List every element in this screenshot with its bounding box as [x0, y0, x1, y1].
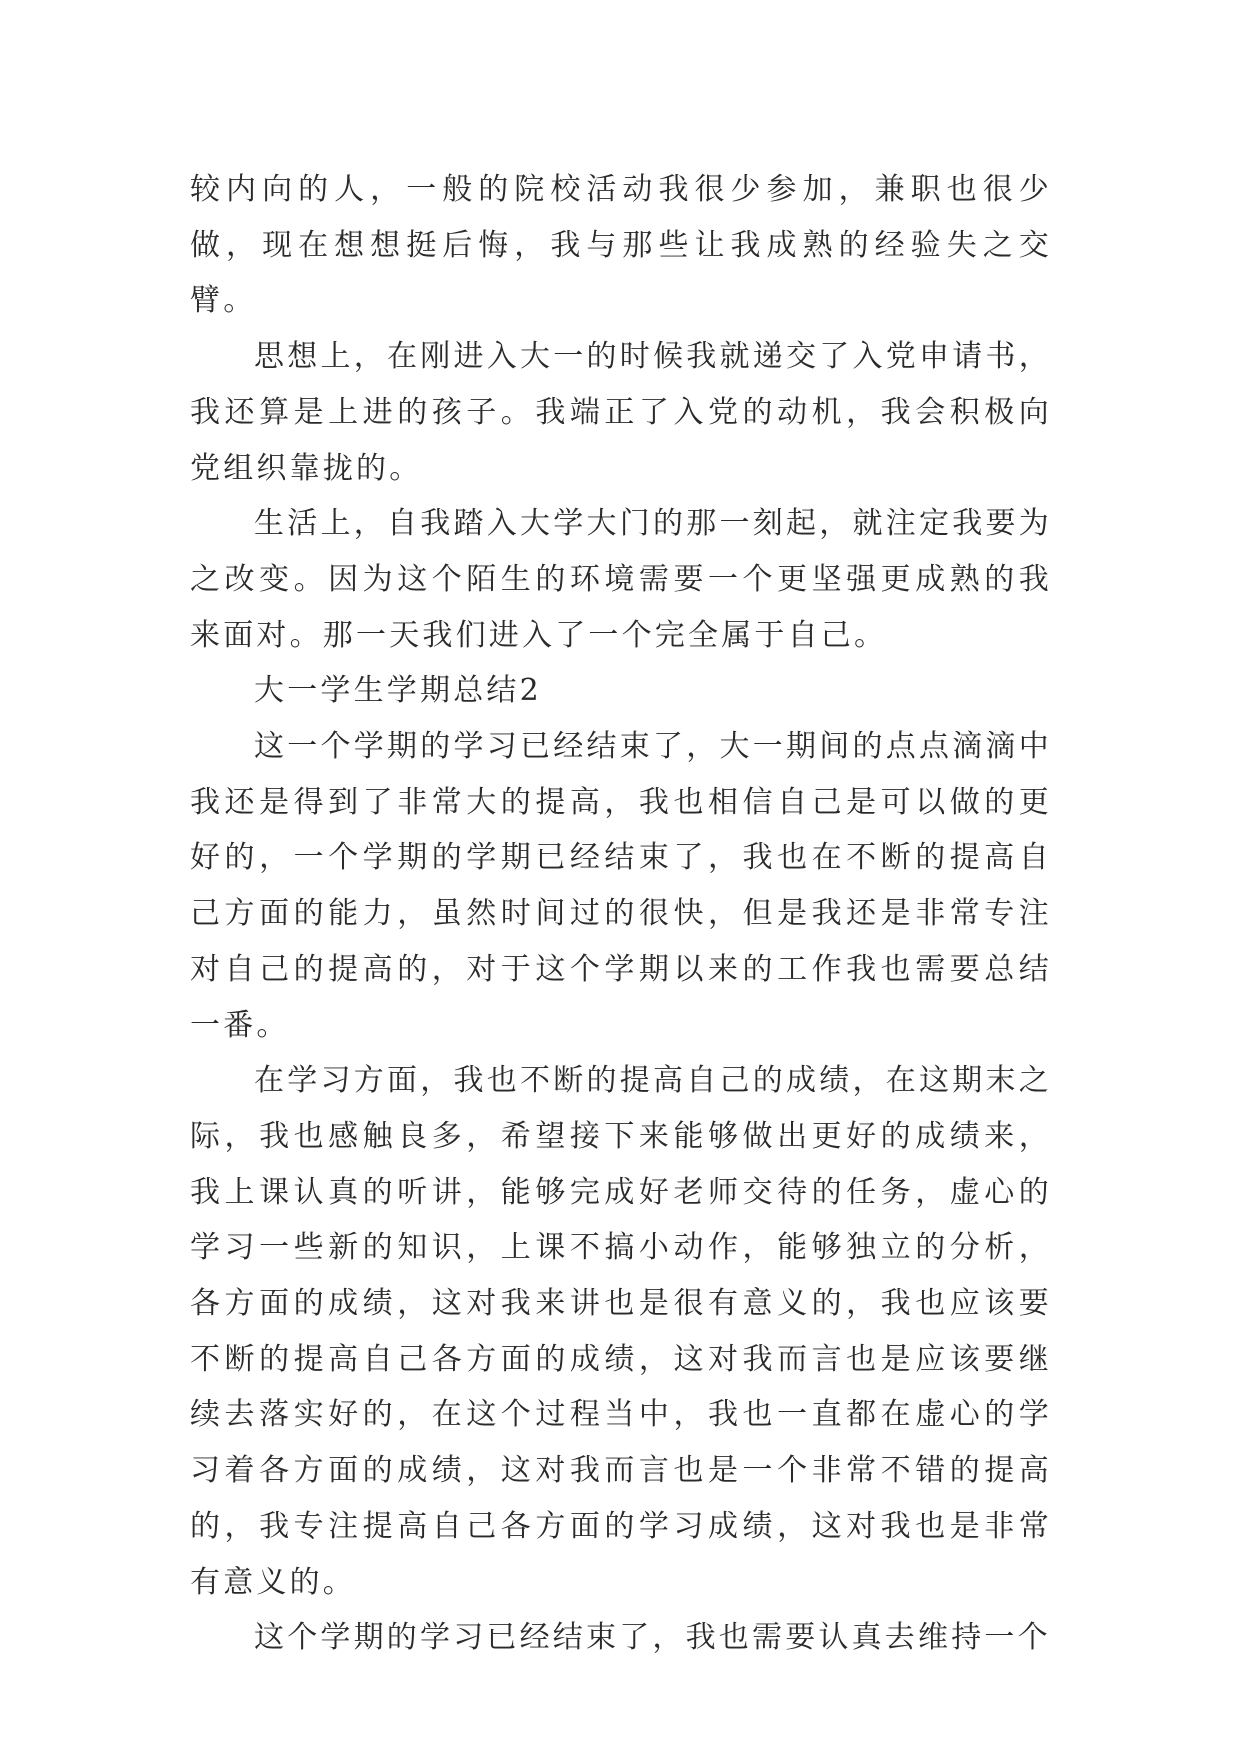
paragraph-life: 生活上，自我踏入大学大门的那一刻起，就注定我要为之改变。因为这个陌生的环境需要一个更坚强更成熟的我来面对。那一天我们进入了一个完全属于自己。 [190, 506, 1052, 653]
paragraph-thought: 思想上，在刚进入大一的时候我就递交了入党申请书，我还算是上进的孩子。我端正了入党的动机，我会积极向党组织靠拢的。 [190, 339, 1052, 486]
paragraph-study: 在学习方面，我也不断的提高自己的成绩，在这期末之际，我也感触良多，希望接下来能够做出更好的成绩来，我上课认真的听讲，能够完成好老师交待的任务，虚心的学习一些新的知识，上课不搞小动作，能够独立的分析，各方面的成绩，这对我来讲也是很有意义的，我也应该要不断的提高自己各方面的成绩，这对我而言也是应该要继续去落实好的，在这个过程当中，我也一直都在虚心的学习着各方面的成绩，这对我而言也是一个非常不错的提高的，我专注提高自己各方面的学习成绩，这对我也是非常有意义的。 [190, 1063, 1052, 1600]
document-body [190, 162, 1052, 1666]
section-heading: 大一学生学期总结2 [254, 673, 542, 709]
paragraph-continuation: 较内向的人，一般的院校活动我很少参加，兼职也很少做，现在想想挺后悔，我与那些让我成熟的经验失之交臂。 [190, 172, 1052, 319]
paragraph-closing: 这个学期的学习已经结束了，我也需要认真去维持一个 [254, 1620, 1051, 1656]
paragraph-semester-intro: 这一个学期的学习已经结束了，大一期间的点点滴滴中我还是得到了非常大的提高，我也相信自己是可以做的更好的，一个学期的学期已经结束了，我也在不断的提高自己方面的能力，虽然时间过的很快，但是我还是非常专注对自己的提高的，对于这个学期以来的工作我也需要总结一番。 [190, 729, 1052, 1043]
